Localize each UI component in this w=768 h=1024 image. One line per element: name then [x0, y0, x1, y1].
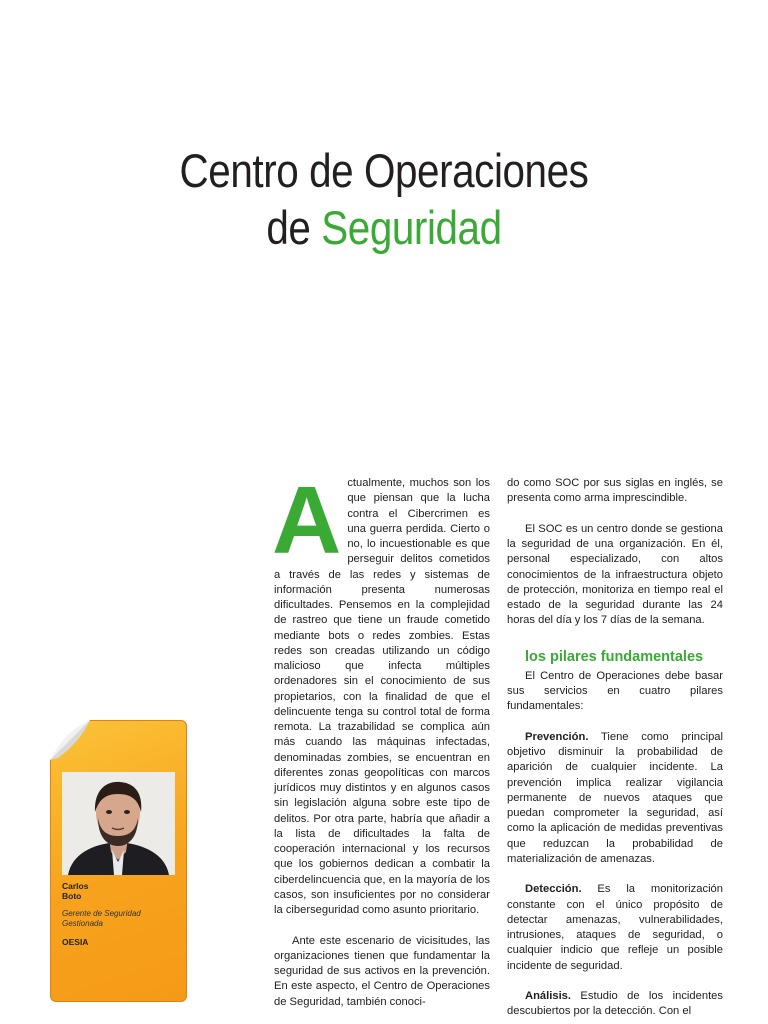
article-title [54, 142, 714, 256]
author-role [62, 909, 141, 928]
pillar-prevencion [507, 730, 723, 867]
intro-text: ctualmente, muchos son los que piensan que la lucha contra el Cibercrimen es una guerra perdida. Cierto o no, lo incuestionable es que perseguir delitos cometidos a través de las redes y sistemas de información presenta numerosas dificultades. Pensemos en la complejidad de rastreo que tiene un fraude cometido mediante bots o redes zombies. Estas redes son creadas utilizando un código malicioso que infecta múltiples ordenadores sin el conocimiento de sus propietarios, con la finalidad de que el delincuente tenga su control total de forma remota. La trazabilidad se complica aún más cuando las máquinas infectadas, denominadas zombies, se encuentran en diferentes zonas geopolíticas con marcos jurídicos muy distintos y en algunos casos sin legislación alguna sobre este tipo de delitos. Por otra parte, habría que añadir a la lista de dificultades la falta de cooperación internacional y los recursos que los gobiernos dedican a combatir la ciberdelincuencia que, en la mayoría de los casos, son insuficientes por no considerar la ciberseguridad como asunto prioritario. [274, 477, 490, 916]
title-highlight: Seguridad [321, 201, 502, 254]
author-photo [62, 772, 175, 875]
article-column-1 [272, 467, 490, 1010]
author-company: OESIA [62, 937, 89, 947]
author-role-line-1: Gerente de Seguridad [62, 909, 141, 918]
pillar-term: Prevención. [525, 730, 589, 743]
author-card [50, 720, 187, 1002]
pillar-term: Análisis. [525, 990, 572, 1002]
title-prefix: de [266, 201, 311, 254]
pillar-deteccion [507, 882, 723, 974]
continuation-text: do como SOC por sus siglas en inglés, se presenta como arma imprescindible. [507, 477, 723, 505]
article-column-2 [507, 476, 723, 1020]
author-last-name: Boto [62, 891, 82, 901]
pillar-text: Estudio de los incidentes descubiertos por la detección. Con el [507, 990, 723, 1018]
paragraph-2: Ante este escenario de vicisitudes, las organizaciones tienen que fundamentar la seguridad de sus activos en la prevención. En este aspecto, el Centro de Operaciones de Seguridad, también conoci- [274, 934, 490, 1008]
section-intro: El Centro de Operaciones debe basar sus servicios en cuatro pilares fundamentales: [507, 669, 723, 713]
title-line-1: Centro de Operaciones [179, 144, 589, 197]
author-name [62, 881, 88, 901]
pillar-term: Detección. [525, 883, 582, 896]
pillar-text: Es la monitorización constante con el único propósito de detectar amenazas, vulnerabilidades, intrusiones, ataques de seguridad, o cualquier indicio que refleje un posible incidente de seguridad. [507, 883, 723, 972]
person-photo-icon [62, 772, 175, 875]
drop-cap: A [272, 467, 342, 574]
section-heading: los pilares fundamentales [525, 648, 704, 665]
page-curl-icon [50, 720, 90, 760]
pillar-text: Tiene como principal objetivo disminuir la probabilidad de aparición de cualquier incidente. La prevención implica realizar vigilancia permanente de nuevos ataques que puedan comprometer la seguridad, así como la aplicación de medidas preventivas que reduzcan la probabilidad de materialización de amenazas. [507, 730, 723, 865]
author-role-line-2: Gestionada [62, 918, 103, 928]
title-line-2 [54, 199, 714, 256]
intro-paragraph [272, 467, 490, 918]
author-first-name: Carlos [62, 881, 89, 891]
pillar-analisis [507, 989, 723, 1020]
soc-paragraph: El SOC es un centro donde se gestiona la seguridad de una organización. En él, personal especializado, con altos conocimientos de la infraestructura objeto de protección, monitoriza en tiempo real el estado de la seguridad durante las 24 horas del día y los 7 días de la semana. [507, 522, 723, 627]
